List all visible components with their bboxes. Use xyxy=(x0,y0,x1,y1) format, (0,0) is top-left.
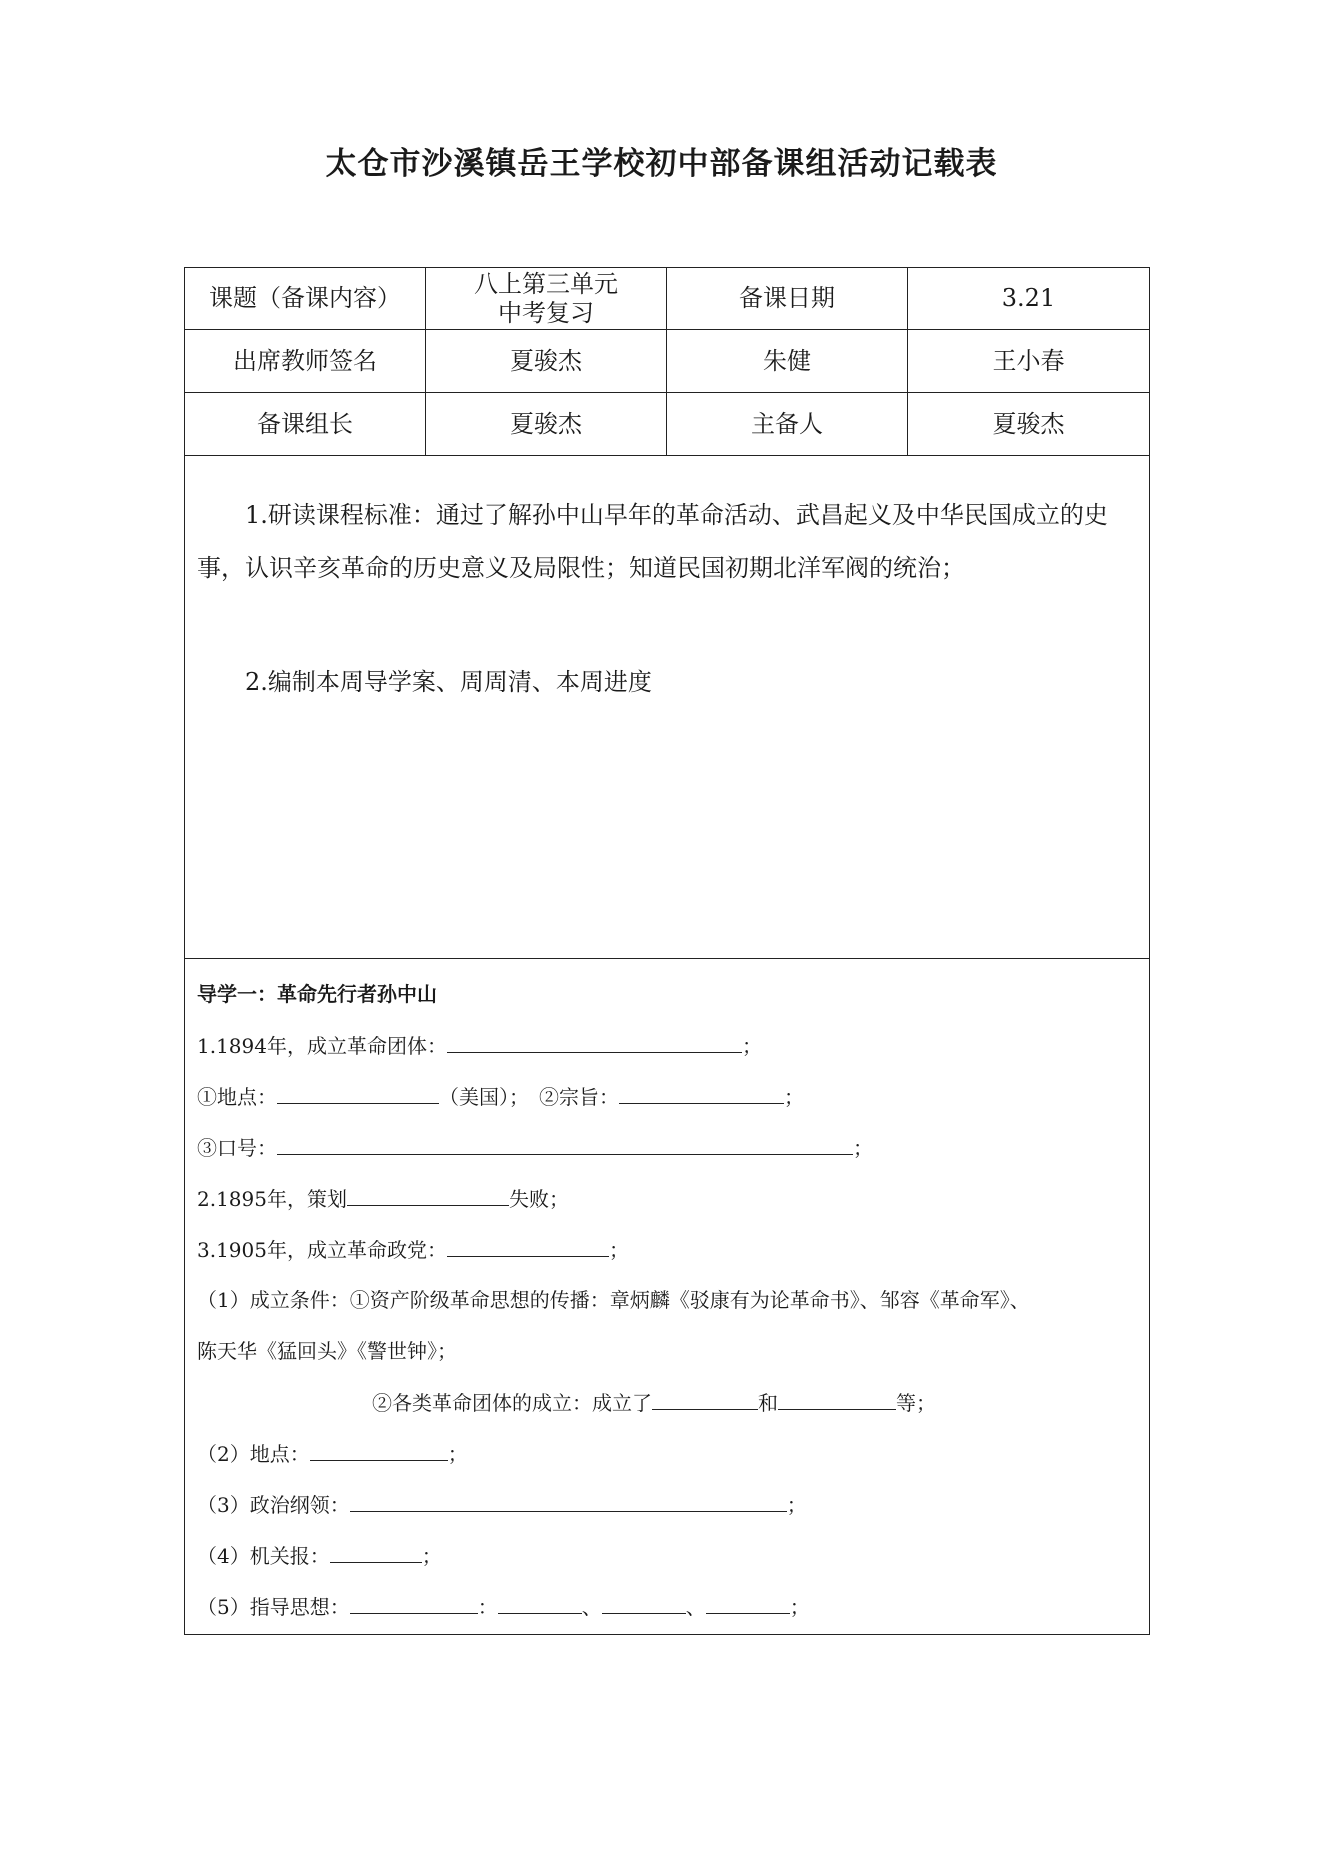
leader-label: 备课组长 xyxy=(257,409,353,438)
guide-text: （3）政治纲领： xyxy=(197,1493,350,1517)
guide-line xyxy=(197,1542,442,1569)
guide-heading: 导学一：革命先行者孙中山 xyxy=(197,982,437,1006)
content-item: 2.编制本周导学案、周周清、本周进度 xyxy=(245,668,652,696)
guide-line xyxy=(197,1134,873,1161)
teacher-signature: 王小春 xyxy=(992,346,1065,375)
leader-label-cell xyxy=(185,393,426,455)
fill-blank[interactable] xyxy=(310,1440,448,1461)
guide-text: ①地点： xyxy=(197,1085,277,1109)
fill-blank[interactable] xyxy=(778,1389,896,1410)
fill-blank[interactable] xyxy=(447,1032,742,1053)
guide-line xyxy=(197,1593,810,1620)
guide-text: ； xyxy=(786,1493,807,1517)
guide-text: ②各类革命团体的成立：成立了 xyxy=(372,1391,652,1415)
guide-text: 1.1894年，成立革命团体： xyxy=(197,1034,447,1058)
teacher-signature-cell xyxy=(667,330,908,392)
guide-line xyxy=(197,1491,807,1518)
attendance-label-cell xyxy=(185,330,426,392)
fill-blank[interactable] xyxy=(498,1593,582,1614)
table-row xyxy=(185,268,1149,330)
guide-line: （1）成立条件：①资产阶级革命思想的传播：章炳麟《驳康有为论革命书》、邹容《革命军》、 xyxy=(197,1288,1030,1312)
fill-blank[interactable] xyxy=(652,1389,758,1410)
guide-text: ： xyxy=(477,1595,498,1619)
guide-text: 、 xyxy=(685,1595,706,1619)
guide-text: ； xyxy=(741,1034,762,1058)
attendance-label: 出席教师签名 xyxy=(233,346,377,375)
document-title: 太仓市沙溪镇岳王学校初中部备课组活动记载表 xyxy=(325,146,998,182)
main-preparer-value: 夏骏杰 xyxy=(992,409,1065,438)
guide-line xyxy=(197,1083,804,1110)
fill-blank[interactable] xyxy=(277,1134,853,1155)
topic-value-cell xyxy=(426,268,667,329)
main-preparer-value-cell xyxy=(908,393,1149,455)
date-label: 备课日期 xyxy=(739,284,835,312)
fill-blank[interactable] xyxy=(350,1593,478,1614)
guide-text: 2.1895年，策划 xyxy=(197,1187,347,1211)
guide-text: 等； xyxy=(896,1391,936,1415)
teacher-signature: 夏骏杰 xyxy=(510,346,582,375)
topic-value-line1: 八上第三单元 xyxy=(474,269,618,298)
guide-text: ； xyxy=(447,1442,468,1466)
guide-text: 失败； xyxy=(508,1187,569,1211)
table-row xyxy=(185,330,1149,393)
guide-text: ③口号： xyxy=(197,1136,277,1160)
guide-text: ； xyxy=(608,1238,629,1262)
guide-text: 、 xyxy=(581,1595,602,1619)
guide-text: 3.1905年，成立革命政党： xyxy=(197,1238,447,1262)
fill-blank[interactable] xyxy=(447,1236,609,1257)
guide-text: （美国）； ②宗旨： xyxy=(439,1085,619,1109)
fill-blank[interactable] xyxy=(277,1083,439,1104)
fill-blank[interactable] xyxy=(347,1185,509,1206)
guide-text: （5）指导思想： xyxy=(197,1595,350,1619)
teacher-signature: 朱健 xyxy=(763,346,811,375)
guide-line xyxy=(197,1440,468,1467)
guide-text: （2）地点： xyxy=(197,1442,310,1466)
topic-label: 课题（备课内容） xyxy=(209,284,401,312)
fill-blank[interactable] xyxy=(350,1491,787,1512)
guide-line: 陈天华《猛回头》《警世钟》； xyxy=(197,1339,457,1363)
teacher-signature-cell xyxy=(426,330,667,392)
main-preparer-label-cell xyxy=(667,393,908,455)
teacher-signature-cell xyxy=(908,330,1149,392)
date-value-cell xyxy=(908,268,1149,329)
guide-line xyxy=(197,1236,629,1263)
table-row xyxy=(185,393,1149,456)
guide-line xyxy=(197,1032,762,1059)
topic-label-cell xyxy=(185,268,426,329)
fill-blank[interactable] xyxy=(706,1593,790,1614)
date-value: 3.21 xyxy=(1001,284,1056,312)
content-item: 1.研读课程标准：通过了解孙中山早年的革命活动、武昌起义及中华民国成立的史事，认识辛亥革命的历史意义及局限性；知道民国初期北洋军阀的统治； xyxy=(197,501,1108,582)
guide-text: 和 xyxy=(758,1391,778,1415)
date-label-cell xyxy=(667,268,908,329)
guide-text: ； xyxy=(789,1595,810,1619)
topic-value-line2: 中考复习 xyxy=(498,298,594,327)
fill-blank[interactable] xyxy=(330,1542,422,1563)
guide-text: ； xyxy=(784,1085,804,1109)
guide-text: （4）机关报： xyxy=(197,1544,330,1568)
guide-text: ； xyxy=(421,1544,442,1568)
activity-content xyxy=(185,456,1149,959)
guide-line xyxy=(372,1389,936,1416)
main-preparer-label: 主备人 xyxy=(751,409,823,438)
leader-value-cell xyxy=(426,393,667,455)
guide-line xyxy=(197,1185,569,1212)
record-table xyxy=(184,267,1150,1635)
fill-blank[interactable] xyxy=(619,1083,784,1104)
fill-blank[interactable] xyxy=(602,1593,686,1614)
guide-text: ； xyxy=(853,1136,873,1160)
leader-value: 夏骏杰 xyxy=(510,409,582,438)
